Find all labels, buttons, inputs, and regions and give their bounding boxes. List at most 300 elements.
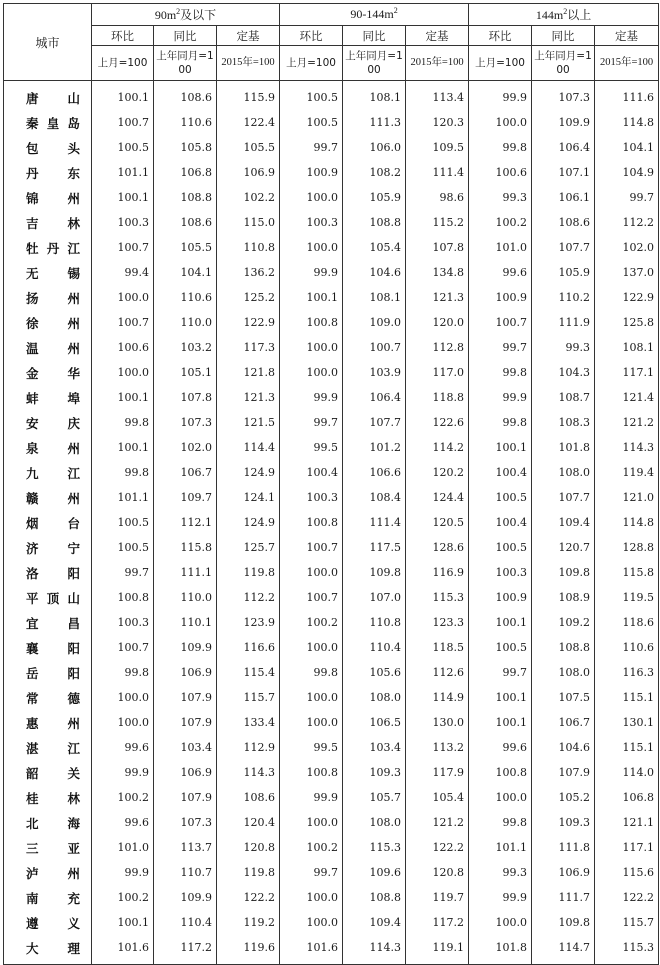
index-value: 99.7 [469, 660, 532, 685]
index-value: 119.8 [217, 860, 280, 885]
index-value: 112.8 [406, 335, 469, 360]
index-value: 125.8 [595, 310, 659, 335]
index-value: 104.6 [532, 735, 595, 760]
index-value: 100.2 [280, 610, 343, 635]
index-value: 101.0 [469, 235, 532, 260]
index-value: 107.7 [343, 410, 406, 435]
index-value: 100.0 [280, 810, 343, 835]
index-value: 100.7 [469, 310, 532, 335]
index-value: 108.9 [532, 585, 595, 610]
index-value: 106.5 [343, 710, 406, 735]
index-value: 108.0 [343, 685, 406, 710]
index-value: 100.8 [280, 310, 343, 335]
sub-header-mom: 环比 [280, 26, 343, 46]
index-value: 103.9 [343, 360, 406, 385]
index-value: 116.3 [595, 660, 659, 685]
table-row [4, 385, 659, 410]
index-value: 100.0 [280, 710, 343, 735]
base-label-last-month: 上月=100 [280, 46, 343, 81]
city-name: 蚌埠 [4, 385, 92, 410]
table-row [4, 110, 659, 135]
index-value: 100.8 [92, 585, 154, 610]
index-value: 100.0 [280, 360, 343, 385]
table-row [4, 810, 659, 835]
index-value: 113.4 [406, 81, 469, 111]
index-value: 103.4 [154, 735, 217, 760]
city-name: 北海 [4, 810, 92, 835]
index-value: 114.7 [532, 935, 595, 965]
index-value: 108.8 [154, 185, 217, 210]
index-value: 115.3 [595, 935, 659, 965]
city-name: 襄阳 [4, 635, 92, 660]
index-value: 104.9 [595, 160, 659, 185]
index-value: 106.4 [532, 135, 595, 160]
index-value: 99.6 [92, 735, 154, 760]
index-value: 108.7 [532, 385, 595, 410]
index-value: 121.2 [595, 410, 659, 435]
index-value: 101.1 [92, 485, 154, 510]
index-value: 100.1 [469, 710, 532, 735]
index-value: 107.3 [154, 410, 217, 435]
index-value: 109.6 [343, 860, 406, 885]
index-value: 116.9 [406, 560, 469, 585]
index-value: 123.3 [406, 610, 469, 635]
city-name: 惠州 [4, 710, 92, 735]
city-name: 金华 [4, 360, 92, 385]
index-value: 105.7 [343, 785, 406, 810]
index-value: 106.6 [343, 460, 406, 485]
index-value: 109.2 [532, 610, 595, 635]
index-value: 107.3 [532, 81, 595, 111]
index-value: 119.5 [595, 585, 659, 610]
index-value: 115.7 [595, 910, 659, 935]
table-row [4, 460, 659, 485]
index-value: 109.3 [532, 810, 595, 835]
index-value: 105.9 [343, 185, 406, 210]
index-value: 117.0 [406, 360, 469, 385]
index-value: 104.1 [595, 135, 659, 160]
index-value: 104.3 [532, 360, 595, 385]
index-value: 107.8 [406, 235, 469, 260]
index-value: 99.8 [280, 660, 343, 685]
index-value: 109.8 [343, 560, 406, 585]
city-name: 无锡 [4, 260, 92, 285]
index-value: 111.6 [595, 81, 659, 111]
index-value: 99.7 [92, 560, 154, 585]
index-value: 100.0 [280, 685, 343, 710]
index-value: 124.1 [217, 485, 280, 510]
index-value: 112.6 [406, 660, 469, 685]
index-value: 112.1 [154, 510, 217, 535]
city-column-header: 城市 [4, 4, 92, 81]
index-value: 109.9 [154, 635, 217, 660]
sub-header-fixed-base: 定基 [406, 26, 469, 46]
index-value: 108.4 [343, 485, 406, 510]
index-value: 107.7 [532, 485, 595, 510]
index-value: 100.0 [469, 110, 532, 135]
index-value: 108.8 [343, 210, 406, 235]
index-value: 107.9 [154, 785, 217, 810]
index-value: 109.9 [154, 885, 217, 910]
index-value: 124.9 [217, 510, 280, 535]
index-value: 107.5 [532, 685, 595, 710]
table-row [4, 285, 659, 310]
index-value: 99.6 [469, 260, 532, 285]
table-row [4, 185, 659, 210]
table-row [4, 210, 659, 235]
city-name: 丹东 [4, 160, 92, 185]
index-value: 118.6 [595, 610, 659, 635]
index-value: 110.6 [154, 285, 217, 310]
index-value: 122.2 [217, 885, 280, 910]
city-name: 安庆 [4, 410, 92, 435]
index-value: 100.5 [92, 510, 154, 535]
index-value: 109.8 [532, 560, 595, 585]
index-value: 107.9 [532, 760, 595, 785]
index-value: 119.7 [406, 885, 469, 910]
index-value: 113.2 [406, 735, 469, 760]
index-value: 99.9 [280, 385, 343, 410]
index-value: 119.2 [217, 910, 280, 935]
index-value: 100.4 [469, 460, 532, 485]
index-value: 120.7 [532, 535, 595, 560]
index-value: 100.1 [92, 81, 154, 111]
index-value: 102.0 [154, 435, 217, 460]
base-label-last-month: 上月=100 [92, 46, 154, 81]
index-value: 99.8 [92, 410, 154, 435]
index-value: 119.6 [217, 935, 280, 965]
index-value: 115.3 [343, 835, 406, 860]
index-value: 100.7 [92, 635, 154, 660]
index-value: 100.7 [280, 535, 343, 560]
index-value: 108.0 [532, 660, 595, 685]
table-row [4, 885, 659, 910]
index-value: 99.7 [595, 185, 659, 210]
index-value: 110.8 [217, 235, 280, 260]
index-value: 99.8 [92, 460, 154, 485]
index-value: 120.4 [217, 810, 280, 835]
index-value: 112.2 [217, 585, 280, 610]
index-value: 100.6 [469, 160, 532, 185]
index-value: 119.1 [406, 935, 469, 965]
index-value: 122.9 [217, 310, 280, 335]
index-value: 117.1 [595, 835, 659, 860]
index-value: 100.1 [92, 910, 154, 935]
index-value: 108.1 [343, 81, 406, 111]
sub-header-yoy: 同比 [154, 26, 217, 46]
index-value: 110.1 [154, 610, 217, 635]
table-body [4, 81, 659, 965]
index-value: 100.0 [280, 885, 343, 910]
table-row [4, 160, 659, 185]
index-value: 110.0 [154, 585, 217, 610]
index-value: 100.5 [469, 535, 532, 560]
index-value: 100.3 [280, 485, 343, 510]
index-value: 100.0 [469, 785, 532, 810]
index-value: 100.8 [280, 760, 343, 785]
city-name: 洛阳 [4, 560, 92, 585]
index-value: 108.6 [154, 210, 217, 235]
city-name: 温州 [4, 335, 92, 360]
index-value: 115.2 [406, 210, 469, 235]
index-value: 119.8 [217, 560, 280, 585]
index-value: 99.9 [469, 885, 532, 910]
index-value: 99.8 [92, 660, 154, 685]
index-value: 100.3 [92, 610, 154, 635]
index-value: 100.1 [469, 610, 532, 635]
index-value: 114.9 [406, 685, 469, 710]
index-value: 111.9 [532, 310, 595, 335]
index-value: 99.5 [280, 435, 343, 460]
index-value: 109.0 [343, 310, 406, 335]
index-value: 115.8 [154, 535, 217, 560]
index-value: 104.6 [343, 260, 406, 285]
index-value: 109.3 [343, 760, 406, 785]
index-value: 115.8 [595, 560, 659, 585]
index-value: 122.9 [595, 285, 659, 310]
table-row [4, 310, 659, 335]
index-value: 99.4 [92, 260, 154, 285]
index-value: 105.2 [532, 785, 595, 810]
base-label-last-year: 上年同月=100 [532, 46, 595, 81]
index-value: 106.9 [154, 760, 217, 785]
index-value: 99.8 [469, 135, 532, 160]
index-value: 122.6 [406, 410, 469, 435]
table-row [4, 410, 659, 435]
index-value: 99.3 [532, 335, 595, 360]
table-row [4, 935, 659, 965]
index-value: 120.8 [217, 835, 280, 860]
index-value: 112.2 [595, 210, 659, 235]
index-value: 117.2 [406, 910, 469, 935]
index-value: 120.8 [406, 860, 469, 885]
index-value: 99.7 [469, 335, 532, 360]
city-name: 桂林 [4, 785, 92, 810]
city-name: 岳阳 [4, 660, 92, 685]
index-value: 120.5 [406, 510, 469, 535]
index-value: 100.0 [92, 360, 154, 385]
city-name: 大理 [4, 935, 92, 965]
index-value: 115.1 [595, 685, 659, 710]
index-value: 100.8 [469, 760, 532, 785]
table-row [4, 635, 659, 660]
index-value: 115.0 [217, 210, 280, 235]
index-value: 100.5 [92, 135, 154, 160]
index-value: 105.6 [343, 660, 406, 685]
index-value: 99.5 [280, 735, 343, 760]
index-value: 108.1 [595, 335, 659, 360]
index-value: 117.9 [406, 760, 469, 785]
index-value: 101.1 [469, 835, 532, 860]
table-row [4, 335, 659, 360]
index-value: 116.6 [217, 635, 280, 660]
index-value: 101.6 [92, 935, 154, 965]
index-value: 99.8 [469, 410, 532, 435]
index-value: 105.5 [217, 135, 280, 160]
index-value: 99.9 [280, 260, 343, 285]
index-value: 105.8 [154, 135, 217, 160]
table-row [4, 760, 659, 785]
index-value: 128.6 [406, 535, 469, 560]
index-value: 121.3 [406, 285, 469, 310]
table-row [4, 360, 659, 385]
index-value: 115.3 [406, 585, 469, 610]
index-value: 107.9 [154, 685, 217, 710]
city-name: 扬州 [4, 285, 92, 310]
table-row [4, 435, 659, 460]
index-value: 99.6 [469, 735, 532, 760]
index-value: 99.8 [469, 360, 532, 385]
index-value: 109.9 [532, 110, 595, 135]
index-value: 106.9 [532, 860, 595, 885]
index-value: 100.0 [280, 235, 343, 260]
index-value: 106.8 [595, 785, 659, 810]
index-value: 100.5 [469, 485, 532, 510]
base-label-last-month: 上月=100 [469, 46, 532, 81]
index-value: 106.0 [343, 135, 406, 160]
index-value: 122.2 [595, 885, 659, 910]
index-value: 100.2 [469, 210, 532, 235]
index-value: 106.7 [532, 710, 595, 735]
index-value: 110.4 [154, 910, 217, 935]
table-row [4, 485, 659, 510]
index-value: 99.7 [280, 860, 343, 885]
index-value: 118.8 [406, 385, 469, 410]
index-value: 100.0 [280, 185, 343, 210]
index-value: 109.7 [154, 485, 217, 510]
index-value: 100.1 [469, 435, 532, 460]
table-row [4, 910, 659, 935]
index-value: 100.3 [280, 210, 343, 235]
index-value: 100.0 [92, 685, 154, 710]
price-index-table [3, 3, 659, 965]
index-value: 119.4 [595, 460, 659, 485]
index-value: 100.9 [469, 285, 532, 310]
index-value: 99.9 [280, 785, 343, 810]
index-value: 100.1 [92, 185, 154, 210]
index-value: 102.2 [217, 185, 280, 210]
index-value: 102.0 [595, 235, 659, 260]
index-value: 110.6 [595, 635, 659, 660]
index-value: 111.3 [343, 110, 406, 135]
index-value: 111.8 [532, 835, 595, 860]
index-value: 107.0 [343, 585, 406, 610]
index-value: 111.4 [406, 160, 469, 185]
index-value: 109.5 [406, 135, 469, 160]
index-value: 106.9 [217, 160, 280, 185]
index-value: 122.4 [217, 110, 280, 135]
index-value: 114.8 [595, 510, 659, 535]
city-name: 泉州 [4, 435, 92, 460]
index-value: 105.4 [406, 785, 469, 810]
sub-header-fixed-base: 定基 [595, 26, 659, 46]
table-row [4, 510, 659, 535]
index-value: 121.1 [595, 810, 659, 835]
index-value: 101.0 [92, 835, 154, 860]
city-name: 烟台 [4, 510, 92, 535]
index-value: 100.5 [92, 535, 154, 560]
index-value: 100.7 [92, 110, 154, 135]
city-name: 泸州 [4, 860, 92, 885]
index-value: 107.1 [532, 160, 595, 185]
index-value: 100.0 [469, 910, 532, 935]
index-value: 134.8 [406, 260, 469, 285]
index-value: 103.4 [343, 735, 406, 760]
index-value: 113.7 [154, 835, 217, 860]
table-row [4, 660, 659, 685]
sub-header-yoy: 同比 [343, 26, 406, 46]
sub-header-mom: 环比 [469, 26, 532, 46]
index-value: 100.2 [92, 885, 154, 910]
index-value: 99.6 [92, 810, 154, 835]
index-value: 121.2 [406, 810, 469, 835]
city-name: 锦州 [4, 185, 92, 210]
index-value: 125.2 [217, 285, 280, 310]
index-value: 107.3 [154, 810, 217, 835]
index-value: 110.8 [343, 610, 406, 635]
index-value: 101.8 [469, 935, 532, 965]
index-value: 128.8 [595, 535, 659, 560]
index-value: 100.0 [280, 335, 343, 360]
table-row [4, 81, 659, 111]
table-row [4, 585, 659, 610]
index-value: 106.4 [343, 385, 406, 410]
group-header-small: $90m^2$及以下 [92, 4, 280, 26]
index-value: 98.6 [406, 185, 469, 210]
index-value: 100.7 [92, 235, 154, 260]
index-value: 121.8 [217, 360, 280, 385]
table-row [4, 560, 659, 585]
index-value: 108.6 [217, 785, 280, 810]
index-value: 114.4 [217, 435, 280, 460]
sub-header-mom: 环比 [92, 26, 154, 46]
index-value: 108.2 [343, 160, 406, 185]
index-value: 121.0 [595, 485, 659, 510]
index-value: 117.3 [217, 335, 280, 360]
index-value: 100.0 [92, 285, 154, 310]
table-row [4, 535, 659, 560]
index-value: 120.3 [406, 110, 469, 135]
index-value: 103.2 [154, 335, 217, 360]
index-value: 100.3 [469, 560, 532, 585]
table-row [4, 835, 659, 860]
table-row [4, 785, 659, 810]
index-value: 109.4 [343, 910, 406, 935]
index-value: 99.8 [469, 810, 532, 835]
index-value: 100.9 [280, 160, 343, 185]
index-value: 108.0 [532, 460, 595, 485]
index-value: 121.4 [595, 385, 659, 410]
index-value: 110.4 [343, 635, 406, 660]
index-value: 130.0 [406, 710, 469, 735]
group-header-medium: $90-144m^2$ [280, 4, 469, 26]
index-value: 100.1 [92, 385, 154, 410]
index-value: 99.9 [92, 860, 154, 885]
index-value: 108.1 [343, 285, 406, 310]
sub-header-fixed-base: 定基 [217, 26, 280, 46]
city-name: 吉林 [4, 210, 92, 235]
index-value: 100.4 [469, 510, 532, 535]
city-name: 济宁 [4, 535, 92, 560]
city-name: 包头 [4, 135, 92, 160]
index-value: 99.7 [280, 135, 343, 160]
index-value: 106.1 [532, 185, 595, 210]
index-value: 118.5 [406, 635, 469, 660]
index-value: 115.6 [595, 860, 659, 885]
index-value: 100.7 [280, 585, 343, 610]
index-value: 110.7 [154, 860, 217, 885]
index-value: 122.2 [406, 835, 469, 860]
